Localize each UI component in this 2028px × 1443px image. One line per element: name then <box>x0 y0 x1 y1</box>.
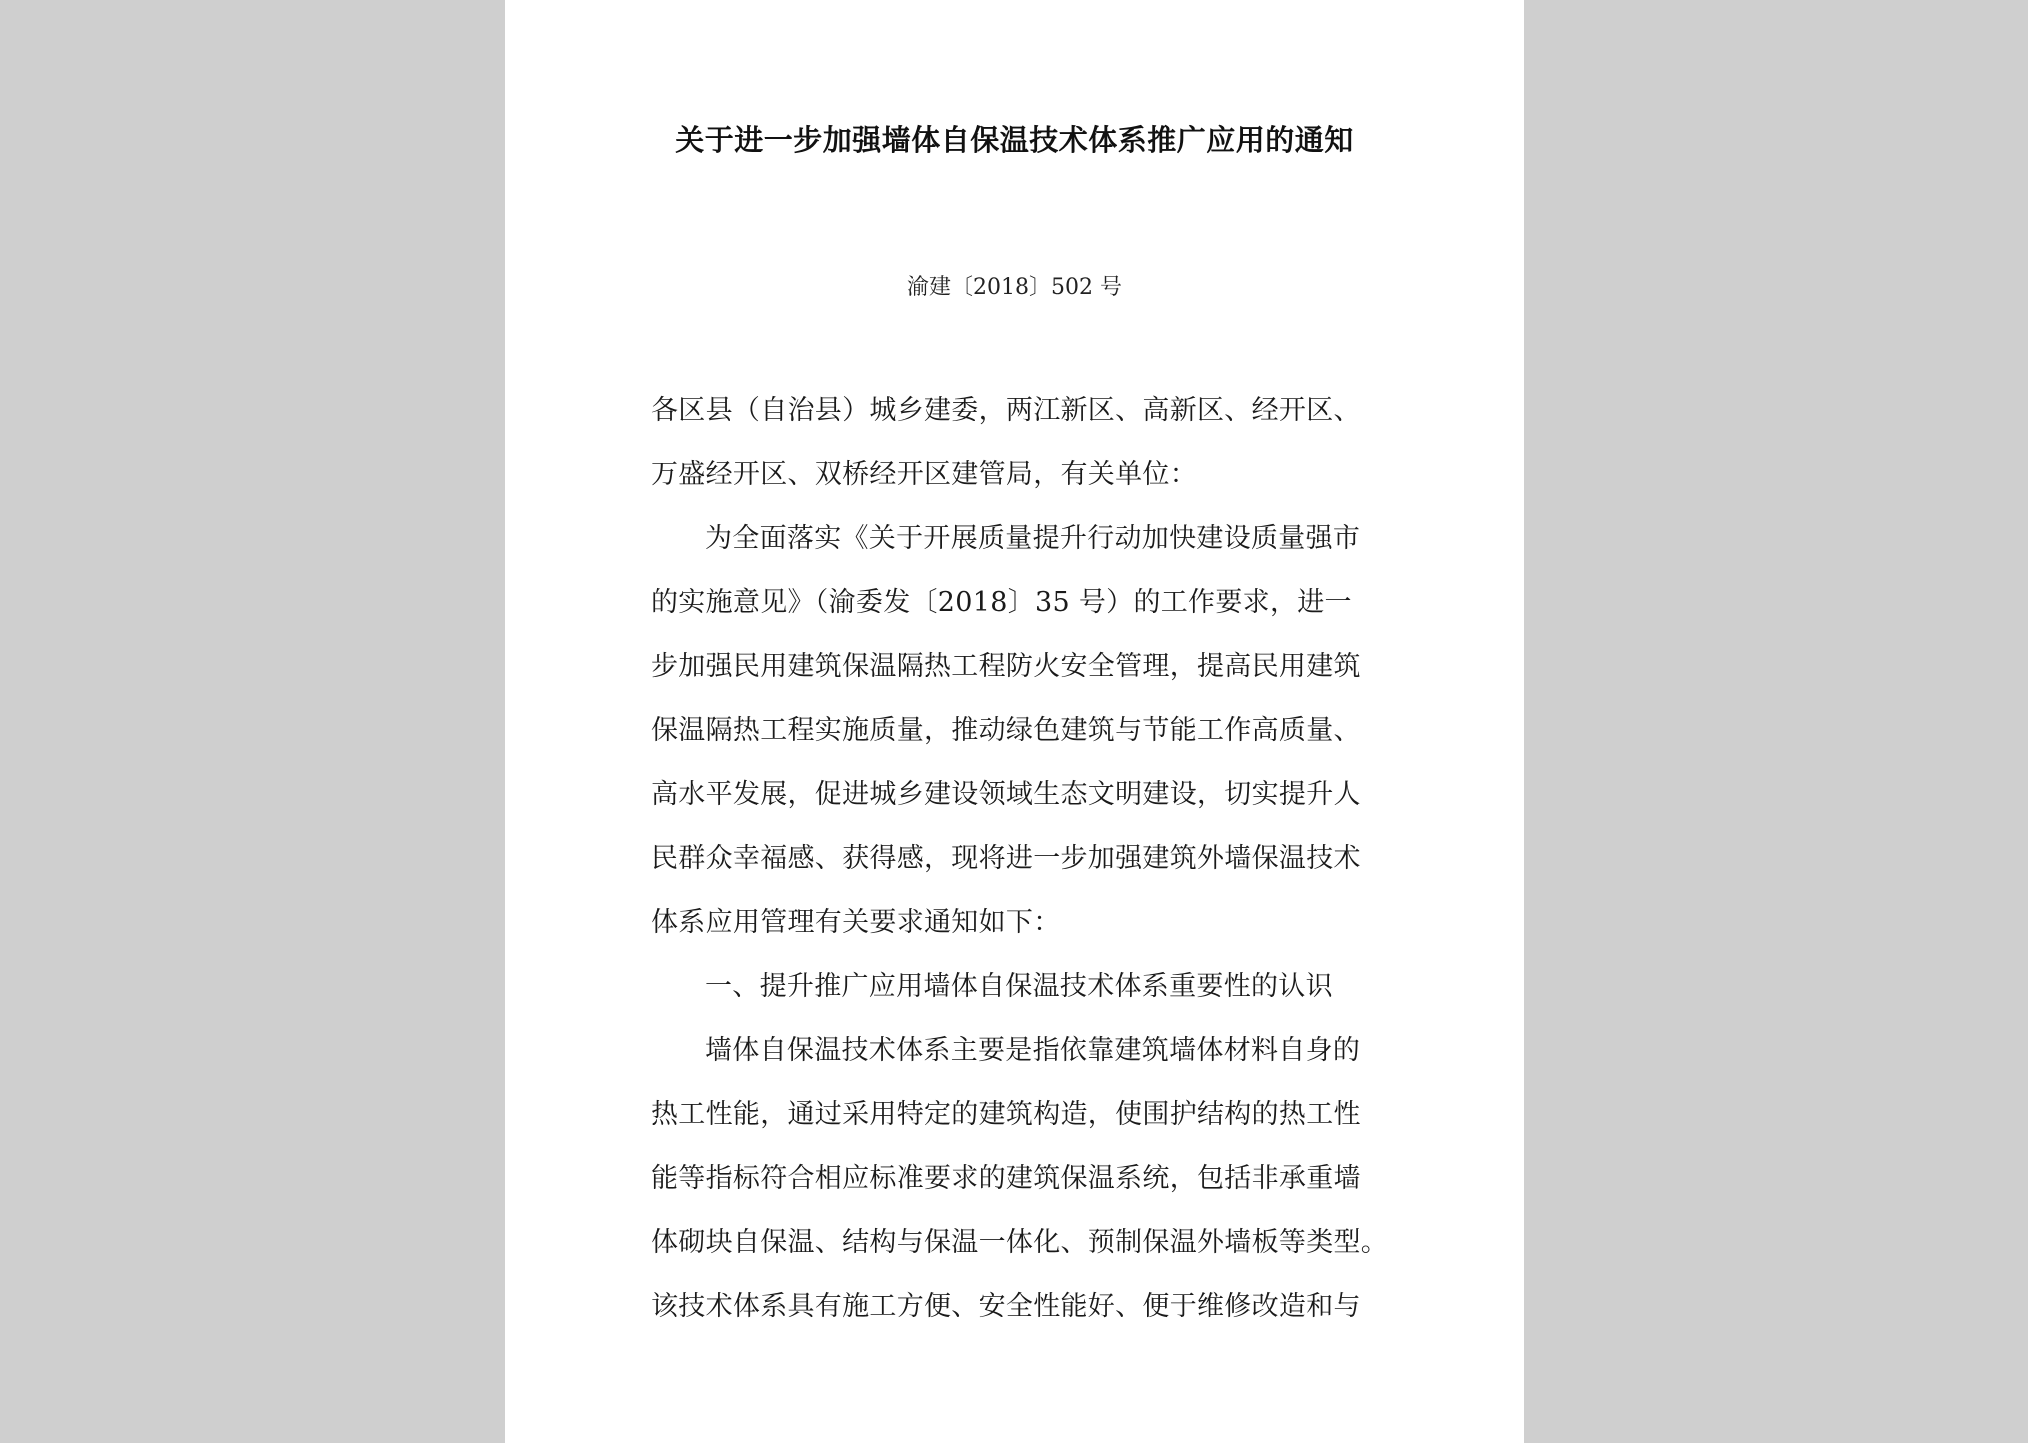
body-line: 该技术体系具有施工方便、安全性能好、便于维修改造和与 <box>651 1291 1361 1322</box>
document-title: 关于进一步加强墙体自保温技术体系推广应用的通知 <box>675 123 1354 157</box>
section-heading: 一、提升推广应用墙体自保温技术体系重要性的认识 <box>705 971 1333 1002</box>
body-line: 的实施意见》（渝委发〔2018〕35 号）的工作要求，进一 <box>651 587 1352 618</box>
body-line: 能等指标符合相应标准要求的建筑保温系统，包括非承重墙 <box>651 1163 1361 1194</box>
body-line: 体砌块自保温、结构与保温一体化、预制保温外墙板等类型。 <box>651 1227 1389 1258</box>
body-line: 各区县（自治县）城乡建委，两江新区、高新区、经开区、 <box>651 395 1361 426</box>
body-line: 为全面落实《关于开展质量提升行动加快建设质量强市 <box>705 523 1361 554</box>
body-line: 民群众幸福感、获得感，现将进一步加强建筑外墙保温技术 <box>651 843 1361 874</box>
document-page <box>505 0 1524 1443</box>
body-line: 体系应用管理有关要求通知如下： <box>651 907 1061 938</box>
body-line: 步加强民用建筑保温隔热工程防火安全管理，提高民用建筑 <box>651 651 1361 682</box>
body-line: 墙体自保温技术体系主要是指依靠建筑墙体材料自身的 <box>705 1035 1361 1066</box>
body-line: 热工性能，通过采用特定的建筑构造，使围护结构的热工性 <box>651 1099 1361 1130</box>
body-line: 高水平发展，促进城乡建设领域生态文明建设，切实提升人 <box>651 779 1361 810</box>
body-line: 保温隔热工程实施质量，推动绿色建筑与节能工作高质量、 <box>651 715 1361 746</box>
document-number: 渝建〔2018〕502 号 <box>907 275 1122 300</box>
body-line: 万盛经开区、双桥经开区建管局，有关单位： <box>651 459 1197 490</box>
